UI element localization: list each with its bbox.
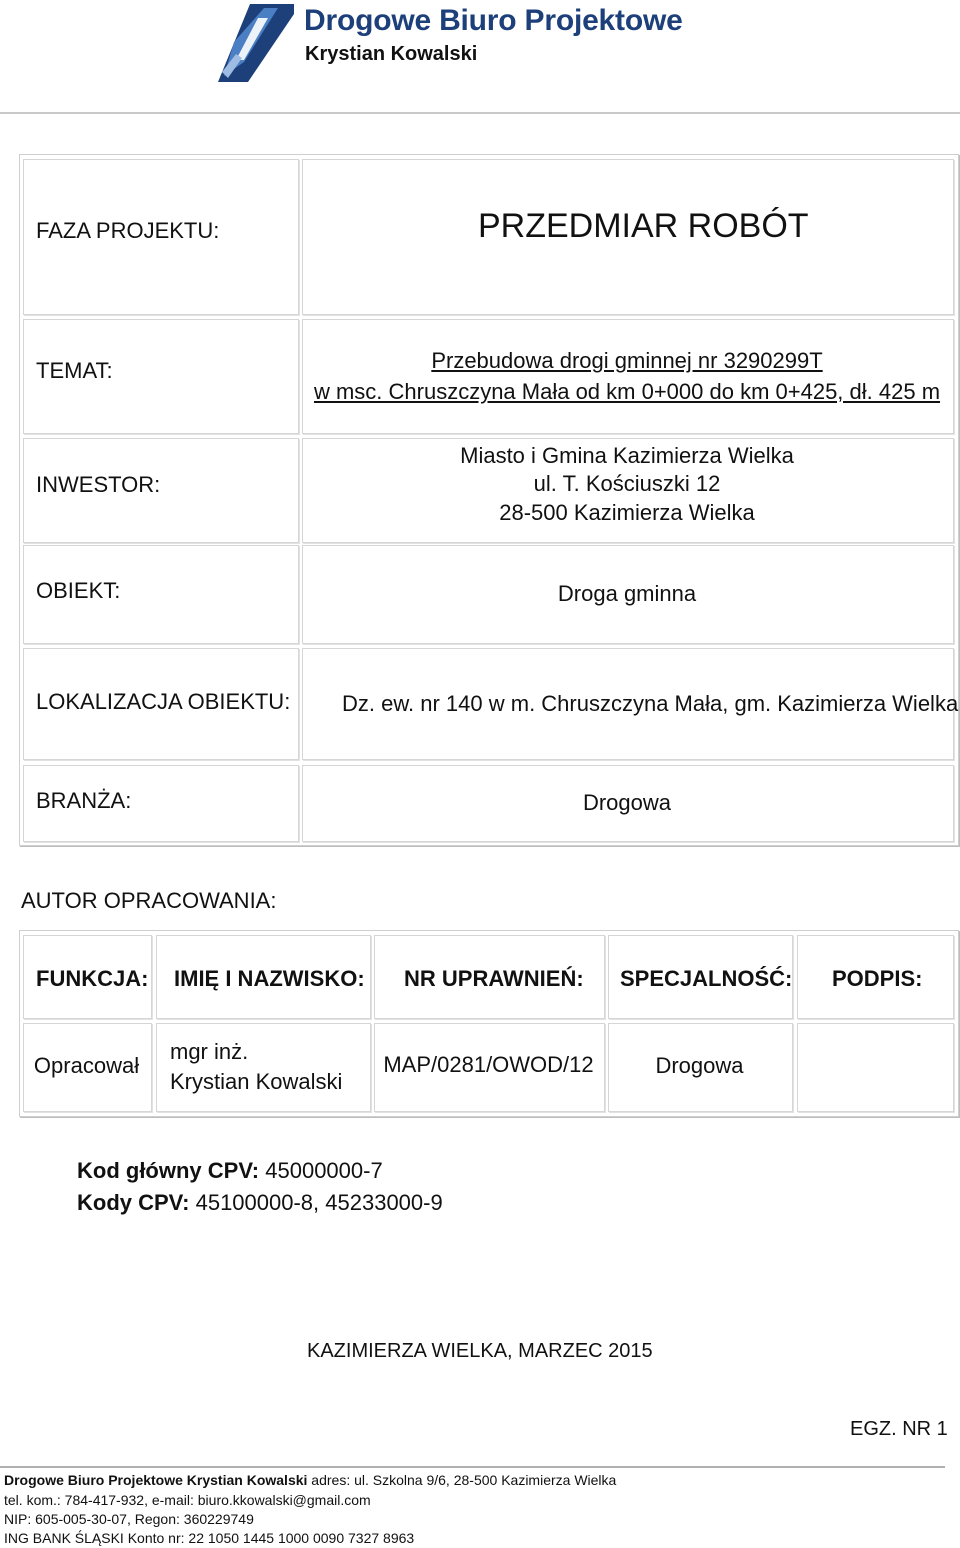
document-title: PRZEDMIAR ROBÓT xyxy=(478,207,809,245)
column-header-function: FUNKCJA: xyxy=(36,966,149,991)
object-label: OBIEKT: xyxy=(36,578,121,603)
location-label: LOKALIZACJA OBIEKTU: xyxy=(36,689,291,714)
object-value: Droga gminna xyxy=(557,581,697,606)
topic-value-cell xyxy=(302,319,954,434)
footer-bank: ING BANK ŚLĄSKI Konto nr: 22 1050 1445 1000 0090 7327 8963 xyxy=(4,1530,415,1546)
footer-company-line xyxy=(4,1472,616,1488)
footer-tax: NIP: 605-005-30-07, Regon: 360229749 xyxy=(4,1511,254,1527)
topic-line-2: w msc. Chruszczyna Mała od km 0+000 do km 0+425, dł. 425 m xyxy=(313,379,941,404)
cpv-codes-label: Kody CPV: xyxy=(77,1190,190,1215)
investor-line-2: ul. T. Kościuszki 12 xyxy=(533,471,721,496)
author-title: mgr inż. xyxy=(170,1039,249,1064)
header-divider xyxy=(0,112,960,114)
place-and-date: KAZIMIERZA WIELKA, MARZEC 2015 xyxy=(307,1340,653,1362)
cpv-main-label: Kod główny CPV: xyxy=(77,1158,260,1183)
topic-line-1: Przebudowa drogi gminnej nr 3290299T xyxy=(431,348,823,373)
cpv-codes-value: 45100000-8, 45233000-9 xyxy=(195,1190,443,1215)
company-name: Drogowe Biuro Projektowe xyxy=(304,4,683,37)
footer-divider xyxy=(0,1466,945,1468)
branch-label: BRANŻA: xyxy=(36,788,132,813)
column-header-license: NR UPRAWNIEŃ: xyxy=(404,966,584,991)
footer-contact: tel. kom.: 784-417-932, e-mail: biuro.kkowalski@gmail.com xyxy=(4,1492,371,1508)
cpv-codes xyxy=(77,1190,443,1216)
column-header-signature: PODPIS: xyxy=(832,966,923,991)
phase-label: FAZA PROJEKTU: xyxy=(36,218,220,243)
author-row-cell xyxy=(156,1023,371,1112)
author-function: Opracował xyxy=(33,1053,140,1078)
copy-number: EGZ. NR 1 xyxy=(850,1418,948,1440)
investor-label: INWESTOR: xyxy=(36,472,161,497)
author-heading: AUTOR OPRACOWANIA: xyxy=(21,888,277,913)
footer-address: adres: ul. Szkolna 9/6, 28-500 Kazimierza Wielka xyxy=(311,1472,617,1488)
location-value: Dz. ew. nr 140 w m. Chruszczyna Mała, gm. Kazimierza Wielka xyxy=(342,691,959,716)
signature-cell xyxy=(797,1023,954,1112)
column-header-name: IMIĘ I NAZWISKO: xyxy=(174,966,365,991)
investor-line-3: 28-500 Kazimierza Wielka xyxy=(499,500,755,525)
author-license: MAP/0281/OWOD/12 xyxy=(383,1052,594,1077)
footer-company: Drogowe Biuro Projektowe Krystian Kowalski xyxy=(4,1472,308,1488)
investor-line-1: Miasto i Gmina Kazimierza Wielka xyxy=(460,443,794,468)
owner-name: Krystian Kowalski xyxy=(305,43,478,65)
topic-label: TEMAT: xyxy=(36,358,113,383)
author-specialty: Drogowa xyxy=(655,1053,744,1078)
branch-value: Drogowa xyxy=(582,790,672,815)
author-name: Krystian Kowalski xyxy=(170,1069,343,1094)
cpv-main-value: 45000000-7 xyxy=(265,1158,383,1183)
column-header-specialty: SPECJALNOŚĆ: xyxy=(620,966,793,991)
road-logo-icon xyxy=(214,2,296,82)
cpv-main xyxy=(77,1158,383,1184)
page-header xyxy=(0,0,960,112)
